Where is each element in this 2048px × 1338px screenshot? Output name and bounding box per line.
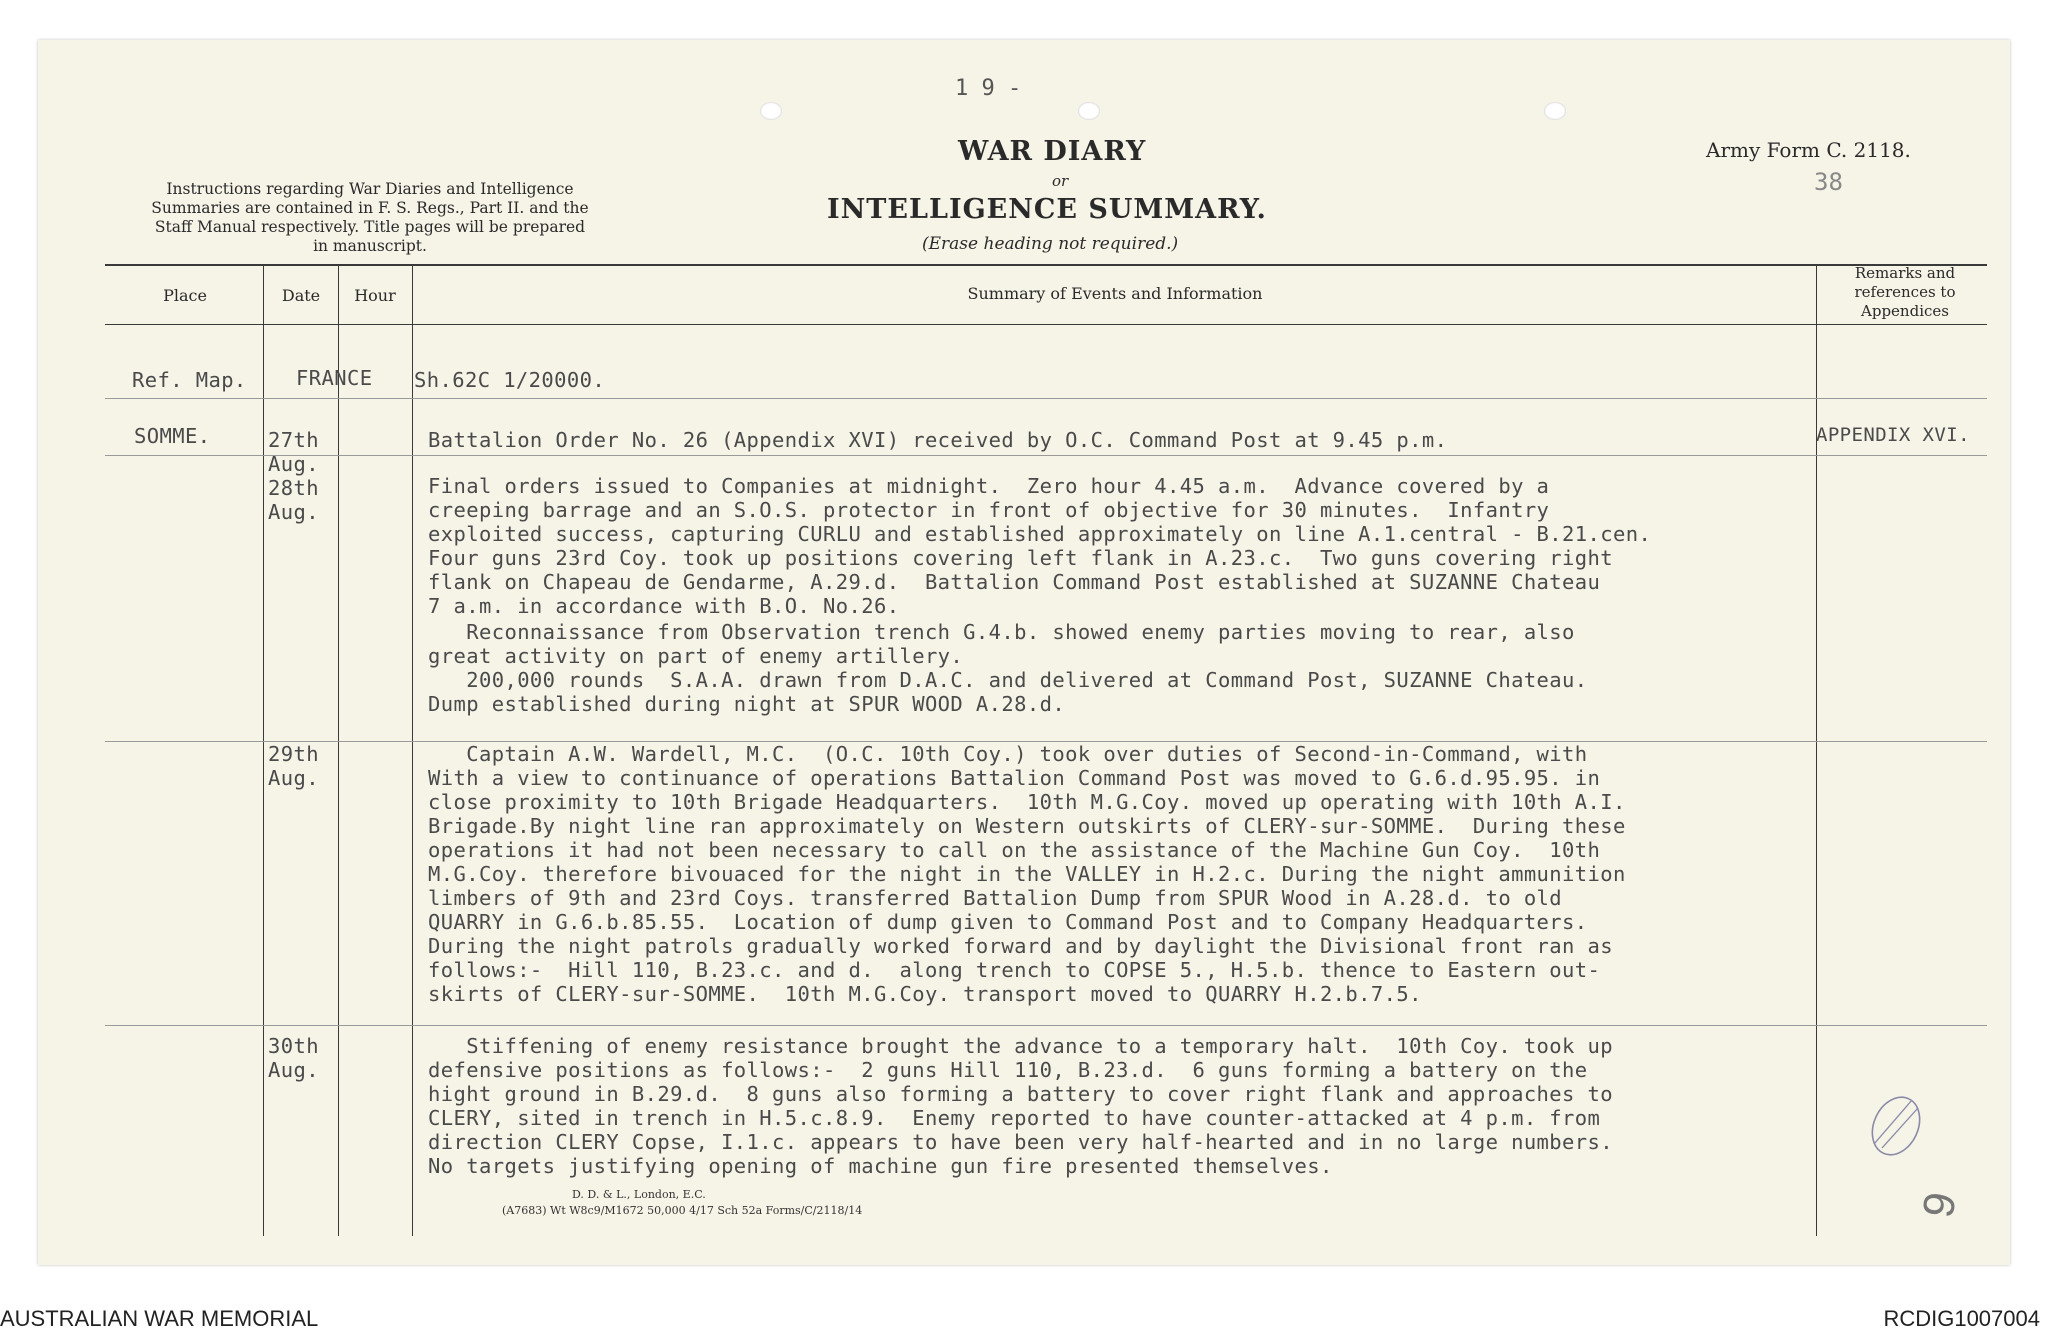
entry-line: With a view to continuance of operations Battalion Command Post was moved to G.6.d.95.95. in	[428, 766, 1601, 790]
col-header-summary: Summary of Events and Information	[967, 284, 1263, 303]
entry-line: skirts of CLERY-sur-SOMME. 10th M.G.Coy. transport moved to QUARRY H.2.b.7.5.	[428, 982, 1422, 1006]
entry-line: Final orders issued to Companies at midnight. Zero hour 4.45 a.m. Advance covered by a	[428, 474, 1550, 498]
entry-line: Brigade.By night line ran approximately on Western outskirts of CLERY-sur-SOMME. During these	[428, 814, 1626, 838]
entry-line: great activity on part of enemy artillery.	[428, 644, 964, 668]
entry-line: No targets justifying opening of machine gun fire presented themselves.	[428, 1154, 1333, 1178]
instructions-note: Instructions regarding War Diaries and Intelligence Summaries are contained in F. S. Regs., Part II. and the Staff Manual respectively. Title pages will be prepared in manuscript.	[151, 180, 589, 255]
ref-map-label: Ref. Map.	[132, 368, 247, 392]
punch-hole	[1078, 102, 1100, 120]
entry-line: During the night patrols gradually worked forward and by daylight the Divisional front ran as	[428, 934, 1614, 958]
entry-line: hight ground in B.29.d. 8 guns also forming a battery to cover right flank and approaches to	[428, 1082, 1614, 1106]
ref-map-country: FRANCE	[296, 366, 373, 390]
form-title-war-diary: WAR DIARY	[958, 136, 1147, 167]
page-number: 1 9 -	[955, 76, 1022, 101]
entry-line: QUARRY in G.6.b.85.55. Location of dump given to Command Post and to Company Headquarters.	[428, 910, 1588, 934]
army-form-number: Army Form C. 2118.	[1706, 138, 1911, 162]
entry-line: Dump established during night at SPUR WOOD A.28.d.	[428, 692, 1066, 716]
erase-heading-note: (Erase heading not required.)	[922, 234, 1179, 254]
entry-place: SOMME.	[134, 424, 211, 448]
entry-line: close proximity to 10th Brigade Headquarters. 10th M.G.Coy. moved up operating with 10th A.I.	[428, 790, 1626, 814]
entry-line: Four guns 23rd Coy. took up positions covering left flank in A.23.c. Two guns covering right	[428, 546, 1614, 570]
entry-month: Aug.	[268, 452, 319, 476]
entry-line: Captain A.W. Wardell, M.C. (O.C. 10th Coy.) took over duties of Second-in-Command, with	[428, 742, 1588, 766]
entry-line: flank on Chapeau de Gendarme, A.29.d. Battalion Command Post established at SUZANNE Chateau	[428, 570, 1601, 594]
appendix-reference: APPENDIX XVI.	[1816, 424, 1970, 446]
entry-line: exploited success, capturing CURLU and established approximately on line A.1.central - B.21.cen.	[428, 522, 1652, 546]
entry-line: Reconnaissance from Observation trench G.4.b. showed enemy parties moving to rear, also	[428, 620, 1575, 644]
form-handwritten-mark: 38	[1814, 168, 1843, 196]
col-divider-place	[263, 264, 264, 1236]
entry-date: 27th	[268, 428, 319, 452]
col-header-remarks: Remarks and references to Appendices	[1854, 264, 1956, 320]
entry-line: follows:- Hill 110, B.23.c. and d. along trench to COPSE 5., H.5.b. thence to Eastern out-	[428, 958, 1601, 982]
entry-line: CLERY, sited in trench in H.5.c.8.9. Enemy reported to have counter-attacked at 4 p.m. from	[428, 1106, 1601, 1130]
col-header-place: Place	[163, 286, 207, 305]
table-top-border	[105, 264, 1987, 266]
ruled-line	[105, 398, 1987, 399]
folio-number: 9	[1913, 1188, 1967, 1222]
entry-date: 29th	[268, 742, 319, 766]
col-divider-hour	[412, 264, 413, 1236]
entry-line: defensive positions as follows:- 2 guns Hill 110, B.23.d. 6 guns forming a battery on the	[428, 1058, 1588, 1082]
punch-hole	[760, 102, 782, 120]
col-header-hour: Hour	[354, 286, 396, 305]
entry-line: 200,000 rounds S.A.A. drawn from D.A.C. and delivered at Command Post, SUZANNE Chateau.	[428, 668, 1588, 692]
footer-institution: AUSTRALIAN WAR MEMORIAL	[0, 1306, 319, 1331]
entry-date: 30th	[268, 1034, 319, 1058]
entry-line: creeping barrage and an S.O.S. protector in front of objective for 30 minutes. Infantry	[428, 498, 1550, 522]
form-title-or: or	[1052, 172, 1069, 190]
form-title-intelligence-summary: INTELLIGENCE SUMMARY.	[827, 194, 1267, 225]
punch-hole	[1544, 102, 1566, 120]
entry-line: 7 a.m. in accordance with B.O. No.26.	[428, 594, 900, 618]
printer-imprint-code: (A7683) Wt W8c9/M1672 50,000 4/17 Sch 52a Forms/C/2118/14	[502, 1204, 863, 1217]
entry-line: operations it had not been necessary to call on the assistance of the Machine Gun Coy. 10th	[428, 838, 1601, 862]
col-divider-date	[338, 264, 339, 1236]
entry-line: limbers of 9th and 23rd Coys. transferred Battalion Dump from SPUR Wood in A.28.d. to old	[428, 886, 1563, 910]
ruled-line	[105, 1025, 1987, 1026]
entry-date: 28th	[268, 476, 319, 500]
footer-record-id: RCDIG1007004	[1883, 1306, 2040, 1331]
entry-line: Battalion Order No. 26 (Appendix XVI) received by O.C. Command Post at 9.45 p.m.	[428, 428, 1448, 452]
col-divider-summary	[1816, 264, 1817, 1236]
printer-imprint: D. D. & L., London, E.C.	[572, 1188, 706, 1201]
col-header-date: Date	[281, 286, 321, 305]
entry-month: Aug.	[268, 500, 319, 524]
entry-month: Aug.	[268, 766, 319, 790]
entry-line: direction CLERY Copse, I.1.c. appears to have been very half-hearted and in no large numbers.	[428, 1130, 1614, 1154]
ruled-line	[105, 455, 1987, 456]
pencil-scribble-mark	[1862, 1082, 1932, 1162]
ref-map-sheet: Sh.62C 1/20000.	[414, 368, 606, 392]
header-bottom-rule	[105, 324, 1987, 325]
entry-line: M.G.Coy. therefore bivouaced for the night in the VALLEY in H.2.c. During the night ammunition	[428, 862, 1626, 886]
entry-line: Stiffening of enemy resistance brought the advance to a temporary halt. 10th Coy. took up	[428, 1034, 1614, 1058]
entry-month: Aug.	[268, 1058, 319, 1082]
